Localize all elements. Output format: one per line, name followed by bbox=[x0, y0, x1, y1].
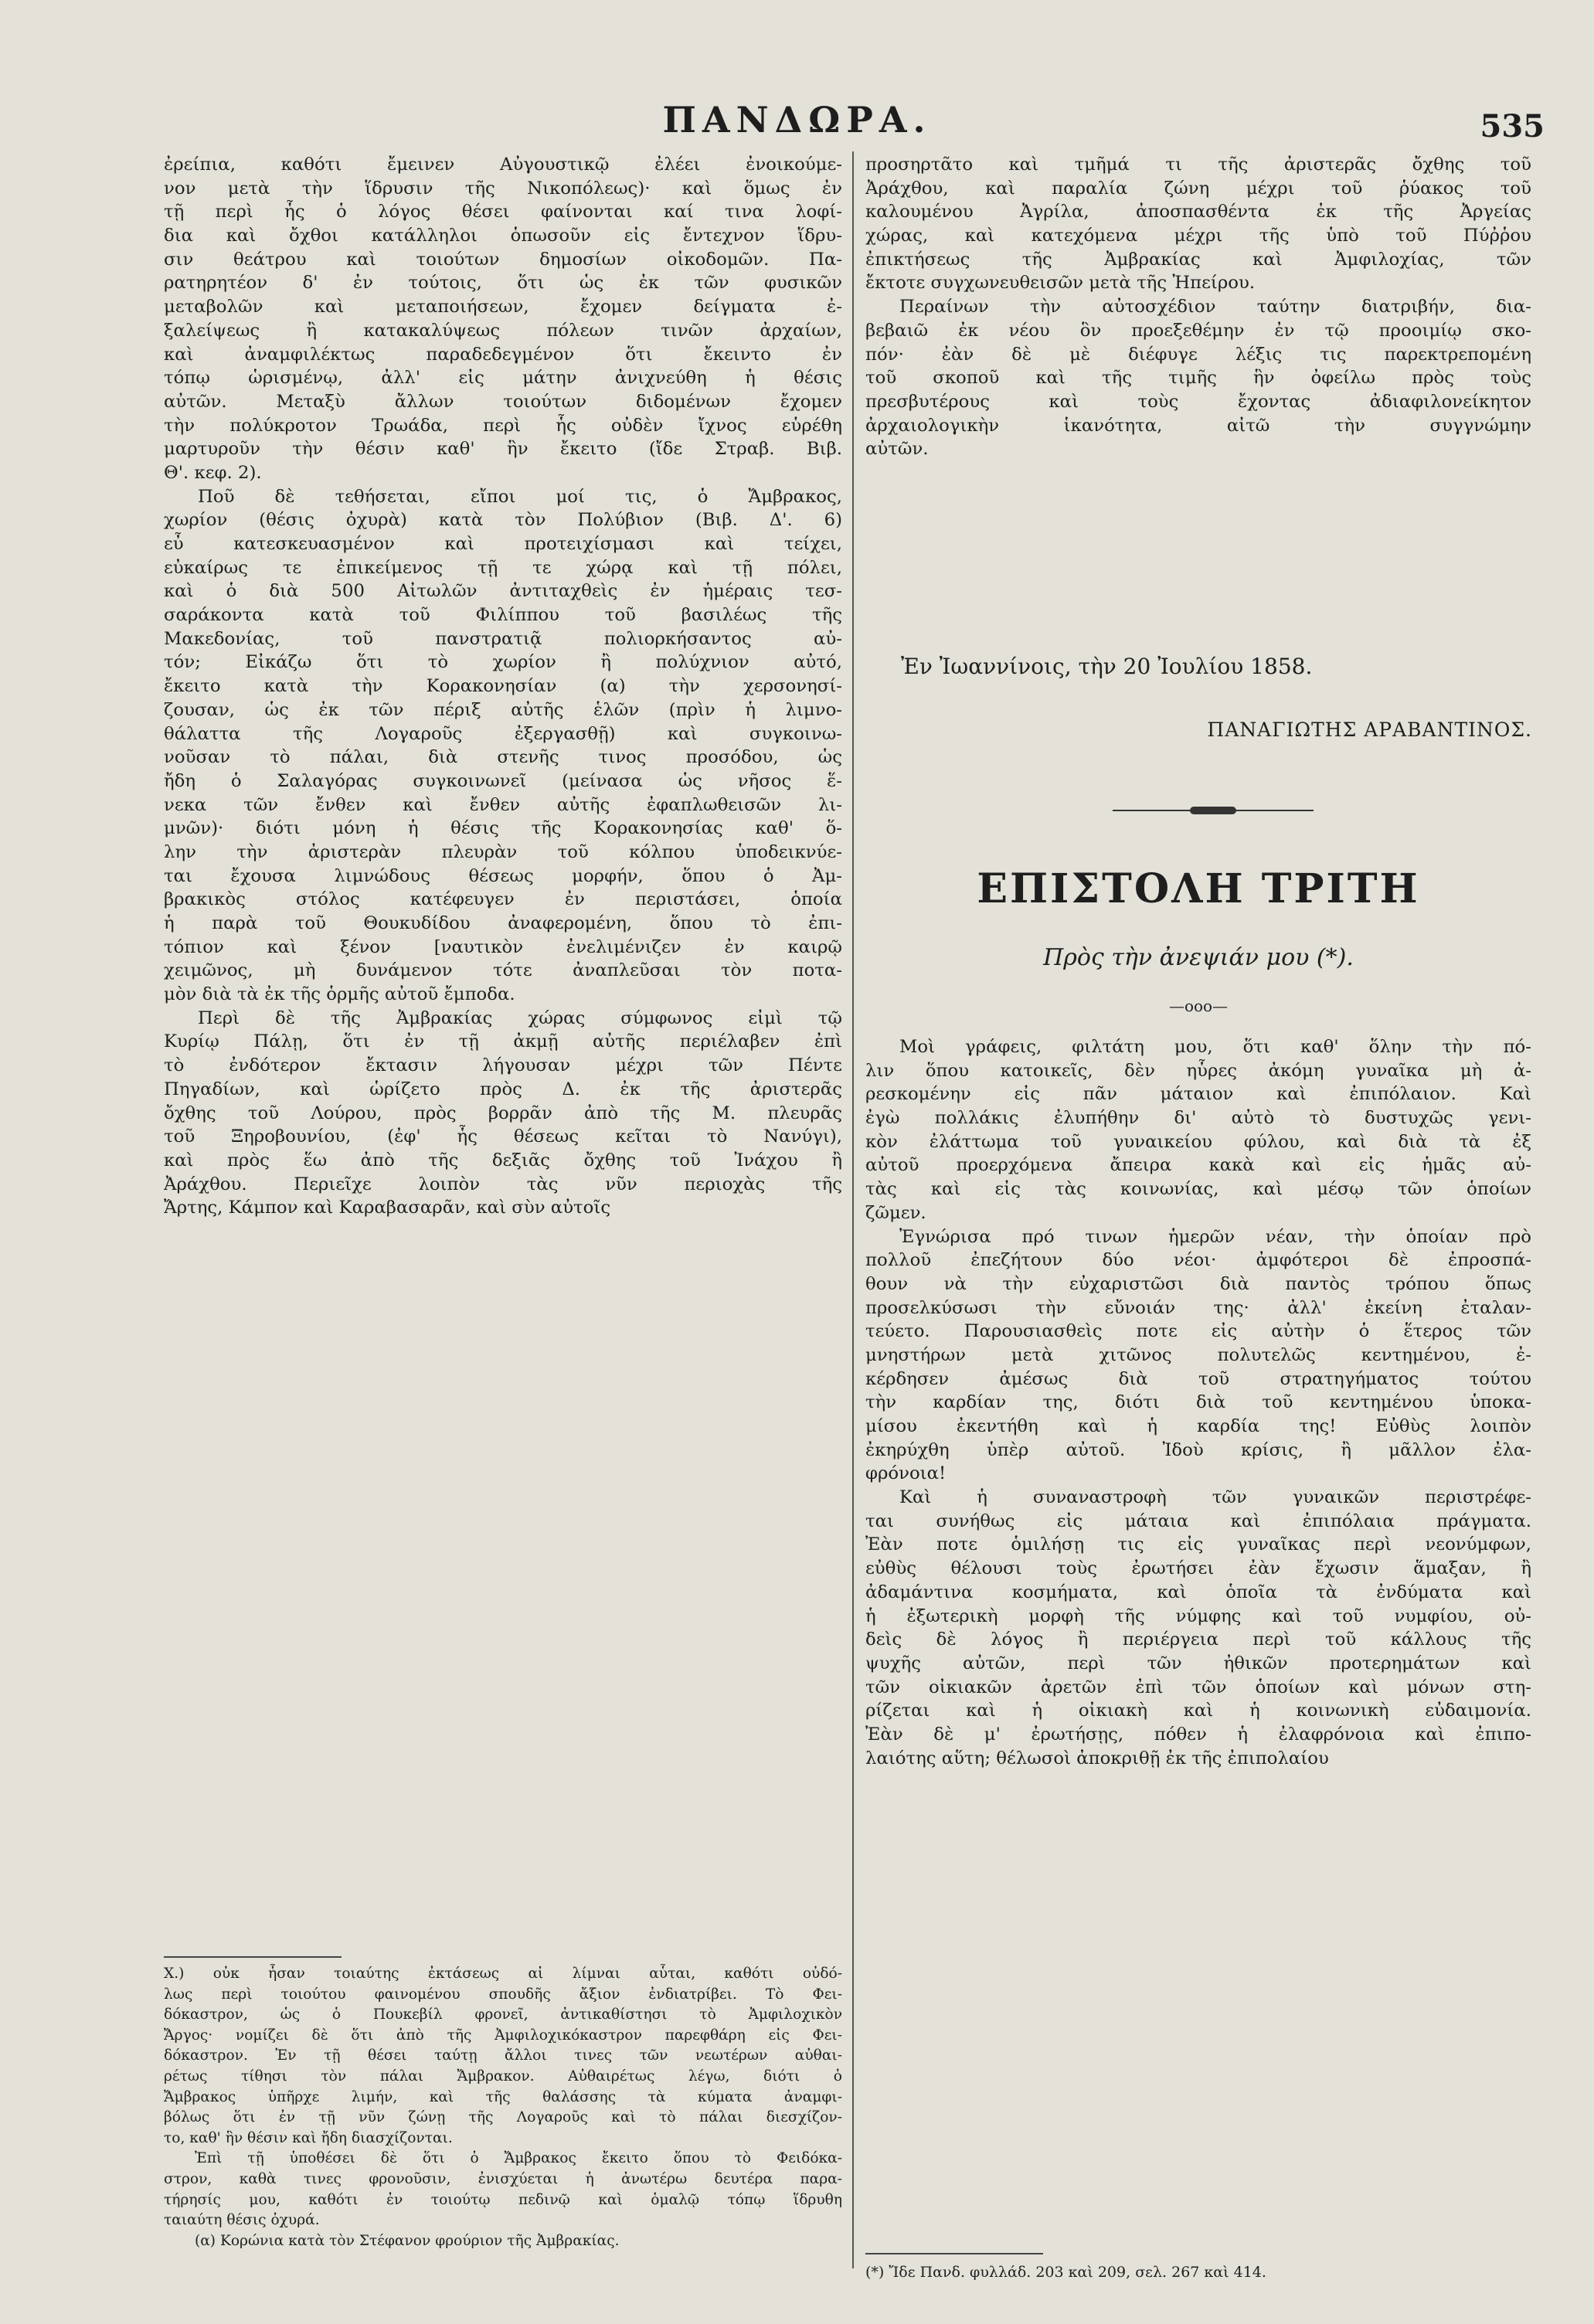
text-line: εὖ κατεσκευασμένον καὶ προτειχίσμασι καὶ τείχει, bbox=[164, 534, 842, 554]
text-line: τὴν καρδίαν της, διότι διὰ τοῦ κεντημένου ὑποκα- bbox=[865, 1392, 1531, 1413]
text-line: τὰς καὶ εἰς τὰς κοινωνίας, καὶ μέσῳ τῶν ὁποίων bbox=[865, 1179, 1531, 1200]
text-line: αὐτῶν. bbox=[865, 439, 929, 460]
footnote-line: Ἄμβρακος ὑπῆρχε λιμήν, καὶ τῆς θαλάσσης τὰ κύματα ἀναμφι- bbox=[164, 2088, 842, 2105]
text-line: Ἐὰν δὲ μ' ἐρωτήσῃς, πόθεν ἡ ἐλαφρόνοια καὶ ἐπιπο- bbox=[865, 1724, 1531, 1745]
text-line: καὶ ἀναμφιλέκτως παραδεδεγμένον ὅτι ἔκειντο ἐν bbox=[164, 344, 842, 365]
text-line: ζῶμεν. bbox=[865, 1202, 926, 1223]
text-line: πόν· ἐὰν δὲ μὲ διέφυγε λέξις τις παρεκτρεπομένη bbox=[865, 344, 1531, 365]
text-line: μνῶν)· διότι μόνη ἡ θέσις τῆς Κορακονησίας καθ' ὅ- bbox=[164, 818, 842, 839]
text-line: δεὶς δὲ λόγος ἢ περιέργεια περὶ τοῦ κάλλους τῆς bbox=[865, 1629, 1531, 1650]
text-line: ψυχῆς αὐτῶν, περὶ τῶν ἠθικῶν προτερημάτων καὶ bbox=[865, 1653, 1531, 1673]
text-line: ζουσαν, ὡς ἐκ τῶν πέριξ αὐτῆς ἑλῶν (πρὶν ἡ λιμνο- bbox=[164, 699, 842, 720]
footnote-line: τήρησίς μου, καθότι ἐν τοιούτῳ πεδινῷ καὶ ὁμαλῷ τόπῳ ἵδρυθη bbox=[164, 2191, 842, 2208]
text-line: ἐρείπια, καθότι ἔμεινεν Αὐγουστικῷ ἐλέει ἐνοικούμε- bbox=[164, 155, 842, 175]
letter-body bbox=[865, 1035, 1531, 1770]
text-line: Ἀράχθου, καὶ παραλία ζώνη μέχρι τοῦ ῥύακος τοῦ bbox=[865, 178, 1531, 199]
author-signature: ΠΑΝΑΓΙΩΤΗΣ ΑΡΑΒΑΝΤΙΝΟΣ. bbox=[1207, 719, 1532, 741]
text-line: ρίζεται καὶ ἡ οἰκιακὴ καὶ ἡ κοινωνικὴ εὐδαιμονία. bbox=[865, 1701, 1531, 1721]
text-line: σιν θεάτρου καὶ τοιούτων δημοσίων οἰκοδομῶν. Πα- bbox=[164, 249, 842, 270]
text-line: ἐπικτήσεως τῆς Ἀμβρακίας καὶ Ἀμφιλοχίας, τῶν bbox=[865, 249, 1531, 270]
right-column bbox=[865, 153, 1531, 461]
text-line: τόπιον καὶ ξένον [ναυτικὸν ἐνελιμένιζεν ἐν καιρῷ bbox=[164, 936, 842, 957]
text-line: βρακικὸς στόλος κατέφευγεν ἐν περιστάσει, ὁποία bbox=[164, 889, 842, 910]
text-line: τῶν οἰκιακῶν ἀρετῶν ἐπὶ τῶν ὁποίων καὶ μόνων στη- bbox=[865, 1677, 1531, 1697]
text-line: πολλοῦ ἐπεζήτουν δύο νέοι· ἀμφότεροι δὲ ἐπροσπά- bbox=[865, 1250, 1531, 1271]
text-line: πρεσβυτέρους καὶ τοὺς ἔχοντας ἀδιαφιλονείκητον bbox=[865, 391, 1531, 412]
letter-subtitle: Πρὸς τὴν ἀνεψιάν μου (*). bbox=[1043, 944, 1354, 971]
text-line: Μακεδονίας, τοῦ πανστρατιᾷ πολιορκήσαντος αὐ- bbox=[164, 628, 842, 649]
text-line: λαιότης αὕτη; θέλωσοὶ ἀποκριθῇ ἐκ τῆς ἐπιπολαίου bbox=[865, 1748, 1329, 1768]
text-line: τῇ περὶ ἧς ὁ λόγος θέσει φαίνονται καί τινα λοφί- bbox=[164, 202, 842, 223]
ornament-knot bbox=[1190, 807, 1236, 814]
text-line: μίσου ἐκεντήθη καὶ ἡ καρδία της! Εὐθὺς λοιπὸν bbox=[865, 1416, 1531, 1436]
text-line: προσελκύσωσι τὴν εὔνοιάν της· ἀλλ' ἐκείνη ἐταλαν- bbox=[865, 1297, 1531, 1318]
right-footnote: (*) Ἴδε Πανδ. φυλλάδ. 203 καὶ 209, σελ. 267 καὶ 414. bbox=[865, 2264, 1266, 2281]
text-line: καὶ πρὸς ἕω ἀπὸ τῆς δεξιᾶς ὄχθης τοῦ Ἰνάχου ἢ bbox=[164, 1150, 842, 1170]
footnote-line: Ἐπὶ τῇ ὑποθέσει δὲ ὅτι ὁ Ἄμβρακος ἔκειτο ὅπου τὸ Φειδόκα- bbox=[195, 2150, 842, 2167]
text-line: ται συνήθως εἰς μάταια καὶ ἐπιπόλαια πράγματα. bbox=[865, 1510, 1531, 1531]
letter-separator-mark: —ooo— bbox=[1168, 997, 1229, 1015]
text-line: σαράκοντα κατὰ τοῦ Φιλίππου τοῦ βασιλέως τῆς bbox=[164, 605, 842, 626]
text-line: εὐκαίρως τε ἐπικείμενος τῇ τε χώρᾳ καὶ τῇ πόλει, bbox=[164, 557, 842, 578]
text-line: Περὶ δὲ τῆς Ἀμβρακίας χώρας σύμφωνος εἰμὶ τῷ bbox=[198, 1007, 842, 1028]
text-line: νον μετὰ τὴν ἵδρυσιν τῆς Νικοπόλεως)· καὶ ὅμως ἐν bbox=[164, 178, 842, 199]
footnote-line: X.) οὐκ ἦσαν τοιαύτης ἐκτάσεως αἱ λίμναι αὗται, καθότι οὐδό- bbox=[164, 1966, 842, 1982]
text-line: τεύετο. Παρουσιασθεὶς ποτε εἰς αὐτὴν ὁ ἕτερος τῶν bbox=[865, 1321, 1531, 1342]
text-line: ἤδη ὁ Σαλαγόρας συγκοινωνεῖ (μείνασα ὡς νῆσος ἕ- bbox=[164, 770, 842, 791]
text-line: νεκα τῶν ἔνθεν καὶ ἔνθεν αὐτῆς ἐφαπλωθεισῶν λι- bbox=[164, 794, 842, 815]
ornament-divider bbox=[1113, 807, 1314, 814]
text-line: ρεσκομένην εἰς πᾶν μάταιον καὶ ἐπιπόλαιον. Καὶ bbox=[865, 1084, 1531, 1105]
footnote-line: δόκαστρον, ὡς ὁ Πουκεβίλ φρονεῖ, ἀντικαθίστησι τὸ Ἀμφιλοχικὸν bbox=[164, 2006, 842, 2023]
text-line: θουν νὰ τὴν εὐχαριστῶσι διὰ παντὸς τρόπου ὅπως bbox=[865, 1273, 1531, 1294]
page-header-title: ΠΑΝΔΩΡΑ. bbox=[662, 99, 932, 141]
page-number: 535 bbox=[1480, 108, 1545, 144]
text-line: ἐγὼ πολλάκις ἐλυπήθην δι' αὐτὸ τὸ δυστυχῶς γενι- bbox=[865, 1108, 1531, 1129]
text-line: τοῦ Ξηροβουνίου, (ἐφ' ἧς θέσεως κεῖται τὸ Νανύγι), bbox=[164, 1126, 842, 1147]
text-line: ξαλείψεως ἢ κατακαλύψεως πόλεων τινῶν ἀρχαίων, bbox=[164, 320, 842, 341]
column-divider bbox=[852, 151, 854, 2268]
text-line: χωρίον (θέσις ὀχυρὰ) κατὰ τὸν Πολύβιον (Βιβ. Δ'. 6) bbox=[164, 510, 842, 531]
text-line: ρατηρητέον δ' ἐν τούτοις, ὅτι ὡς ἐκ τῶν φυσικῶν bbox=[164, 273, 842, 294]
text-line: καὶ ὁ διὰ 500 Αἰτωλῶν ἀντιταχθεὶς ἐν ἡμέραις τεσ- bbox=[164, 581, 842, 602]
text-line: Ἐγνώρισα πρό τινων ἡμερῶν νέαν, τὴν ὁποίαν πρὸ bbox=[899, 1226, 1531, 1247]
text-line: τὴν πολύκροτον Τρωάδα, περὶ ἧς οὐδὲν ἴχνος εὑρέθη bbox=[164, 415, 842, 436]
text-line: αὐτῶν. Μεταξὺ ἄλλων τοιούτων διδομένων ἔχομεν bbox=[164, 391, 842, 412]
left-column bbox=[164, 153, 842, 1220]
footnote-line: βόλως ὅτι ἐν τῇ νῦν ζώνῃ τῆς Λογαροῦς καὶ τὸ πάλαι διεσχίζον- bbox=[164, 2109, 842, 2126]
text-line: καλουμένου Ἀγρίλα, ἀποσπασθέντα ἐκ τῆς Ἀργείας bbox=[865, 202, 1531, 223]
text-line: τόπῳ ὡρισμένῳ, ἀλλ' εἰς μάτην ἀνιχνεύθη ἡ θέσις bbox=[164, 368, 842, 389]
text-line: ἡ ἐξωτερικὴ μορφὴ τῆς νύμφης καὶ τοῦ νυμφίου, οὐ- bbox=[865, 1605, 1531, 1626]
text-line: Ἀράχθου. Περιεῖχε λοιπὸν τὰς νῦν περιοχὰς τῆς bbox=[164, 1174, 842, 1194]
text-line: χώρας, καὶ κατεχόμενα μέχρι τῆς ὑπὸ τοῦ Πύῤῥου bbox=[865, 226, 1531, 246]
text-line: κέρδησεν ἀμέσως διὰ τοῦ στρατηγήματος τούτου bbox=[865, 1368, 1531, 1389]
text-line: κὸν ἐλάττωμα τοῦ γυναικείου φύλου, καὶ διὰ τὰ ἐξ bbox=[865, 1131, 1531, 1152]
footnote-line: λως περὶ τοιούτου φαινομένου σπουδῆς ἄξιον ἐνδιατρίβει. Τὸ Φει- bbox=[164, 1986, 842, 2003]
text-line: μαρτυροῦν τὴν θέσιν καθ' ἣν ἔκειτο (ἴδε Στραβ. Βιβ. bbox=[164, 439, 842, 460]
text-line: ὄχθης τοῦ Λούρου, πρὸς βορρᾶν ἀπὸ τῆς Μ. πλευρᾶς bbox=[164, 1103, 842, 1123]
right-footnote-rule bbox=[865, 2253, 1043, 2254]
footnote-rule bbox=[164, 1956, 342, 1958]
text-line: νοῦσαν τὸ πάλαι, διὰ στενῆς τινος προσόδου, ὡς bbox=[164, 747, 842, 768]
left-footnotes bbox=[164, 1956, 842, 2251]
footnote-line: το, καθ' ἣν θέσιν καὶ ἤδη διασχίζονται. bbox=[164, 2129, 453, 2146]
text-line: ἡ παρὰ τοῦ Θουκυδίδου ἀναφερομένη, ὅπου τὸ ἐπι- bbox=[164, 913, 842, 933]
text-line: Θ'. κεφ. 2). bbox=[164, 462, 262, 483]
text-line: ἐκηρύχθη ὑπὲρ αὐτοῦ. Ἰδοὺ κρίσις, ἢ μᾶλλον ἐλα- bbox=[865, 1439, 1531, 1460]
text-line: Ποῦ δὲ τεθήσεται, εἴποι μοί τις, ὁ Ἄμβρακος, bbox=[198, 486, 842, 507]
text-line: Ἄρτης, Κάμπον καὶ Καραβασαρᾶν, καὶ σὺν αὐτοῖς bbox=[164, 1198, 611, 1218]
letter-title: ΕΠΙΣΤΟΛΗ ΤΡΙΤΗ bbox=[977, 865, 1420, 912]
text-line: θάλαττα τῆς Λογαροῦς ἐξεργασθῇ) καὶ συγκοινω- bbox=[164, 723, 842, 744]
footnote-line: στρον, καθὰ τινες φρονοῦσιν, ἐνισχύεται ἡ ἀνωτέρω δευτέρα παρα- bbox=[164, 2170, 842, 2187]
text-line: λην τὴν ἀριστερὰν πλευρὰν τοῦ κόλπου ὑποδεικνύε- bbox=[164, 841, 842, 862]
text-line: τὸ ἐνδότερον ἔκτασιν λήγουσαν μέχρι τῶν Πέντε bbox=[164, 1055, 842, 1076]
text-line: ἔκτοτε συγχωνευθεισῶν μετὰ τῆς Ἠπείρου. bbox=[865, 273, 1256, 294]
text-line: φρόνοια! bbox=[865, 1463, 947, 1484]
text-line: ἀδαμάντινα κοσμήματα, καὶ ὁποῖα τὰ ἐνδύματα καὶ bbox=[865, 1582, 1531, 1602]
footnote-line: δόκαστρον. Ἐν τῇ θέσει ταύτῃ ἄλλοι τινες τῶν νεωτέρων αὐθαι- bbox=[164, 2047, 842, 2064]
text-line: ται ἔχουσα λιμνώδους θέσεως μορφήν, ὅπου ὁ Ἀμ- bbox=[164, 865, 842, 886]
text-line: προσηρτᾶτο καὶ τμῆμά τι τῆς ἀριστερᾶς ὄχθης τοῦ bbox=[865, 155, 1531, 175]
text-line: βεβαιῶ ἐκ νέου ὃν προεξεθέμην ἐν τῷ προοιμίῳ σκο- bbox=[865, 320, 1531, 341]
footnote-line: Ἄργος· νομίζει δὲ ὅτι ἀπὸ τῆς Ἀμφιλοχικόκαστρον παρεφθάρη εἰς Φει- bbox=[164, 2027, 842, 2044]
text-line: τοῦ σκοποῦ καὶ τῆς τιμῆς ἣν ὀφείλω πρὸς τοὺς bbox=[865, 368, 1531, 389]
date-line: Ἐν Ἰωαννίνοις, τὴν 20 Ἰουλίου 1858. bbox=[901, 654, 1313, 679]
text-line: λιν ὅπου κατοικεῖς, δὲν ηὗρες ἀκόμη γυναῖκα μὴ ἀ- bbox=[865, 1060, 1531, 1081]
text-line: μεταβολῶν καὶ μεταποιήσεων, ἔχομεν δείγματα ἐ- bbox=[164, 297, 842, 318]
text-line: Πηγαδίων, καὶ ὡρίζετο πρὸς Δ. ἐκ τῆς ἀριστερᾶς bbox=[164, 1079, 842, 1099]
text-line: δια καὶ ὄχθοι κατάλληλοι ὁπωσοῦν εἰς ἔντεχνον ἵδρυ- bbox=[164, 226, 842, 246]
text-line: τόν; Εἰκάζω ὅτι τὸ χωρίον ἢ πολύχνιον αὐτό, bbox=[164, 652, 842, 673]
text-line: Περαίνων τὴν αὐτοσχέδιον ταύτην διατριβήν, δια- bbox=[899, 297, 1531, 318]
text-line: ἔκειτο κατὰ τὴν Κορακονησίαν (α) τὴν χερσονησί- bbox=[164, 676, 842, 697]
text-line: Ἐὰν ποτε ὁμιλήσῃ τις εἰς γυναῖκας περὶ νεονύμφων, bbox=[865, 1534, 1531, 1555]
text-line: μὸν διὰ τὰ ἐκ τῆς ὁρμῆς αὐτοῦ ἔμποδα. bbox=[164, 984, 515, 1005]
text-line: αὐτοῦ προερχόμενα ἄπειρα κακὰ καὶ εἰς ἡμᾶς αὐ- bbox=[865, 1155, 1531, 1176]
text-line: Κυρίῳ Πάλῃ, ὅτι ἐν τῇ ἀκμῇ αὐτῆς περιέλαβεν ἐπὶ bbox=[164, 1031, 842, 1052]
text-line: εὐθὺς θέλουσι τοὺς ἐρωτήσει ἐὰν ἔχωσιν ἅμαξαν, ἢ bbox=[865, 1558, 1531, 1579]
footnote-line: ταιαύτη θέσις ὀχυρά. bbox=[164, 2212, 320, 2229]
text-line: χειμῶνος, μὴ δυνάμενον τότε ἀναπλεῦσαι τὸν ποτα- bbox=[164, 960, 842, 981]
text-line: Μοὶ γράφεις, φιλτάτη μου, ὅτι καθ' ὅλην τὴν πό- bbox=[899, 1037, 1531, 1057]
footnote-line: ρέτως τίθησι τὸν πάλαι Ἄμβρακον. Αὐθαιρέτως λέγω, διότι ὁ bbox=[164, 2067, 842, 2084]
text-line: ἀρχαιολογικὴν ἱκανότητα, αἰτῶ τὴν συγγνώμην bbox=[865, 415, 1531, 436]
text-line: μνηστήρων μετὰ χιτῶνος πολυτελῶς κεντημένου, ἐ- bbox=[865, 1344, 1531, 1365]
text-line: Καὶ ἡ συναναστροφὴ τῶν γυναικῶν περιστρέφε- bbox=[899, 1487, 1531, 1508]
footnote-line: (α) Κορώνια κατὰ τὸν Στέφανον φρούριον τῆς Ἀμβρακίας. bbox=[195, 2232, 620, 2249]
